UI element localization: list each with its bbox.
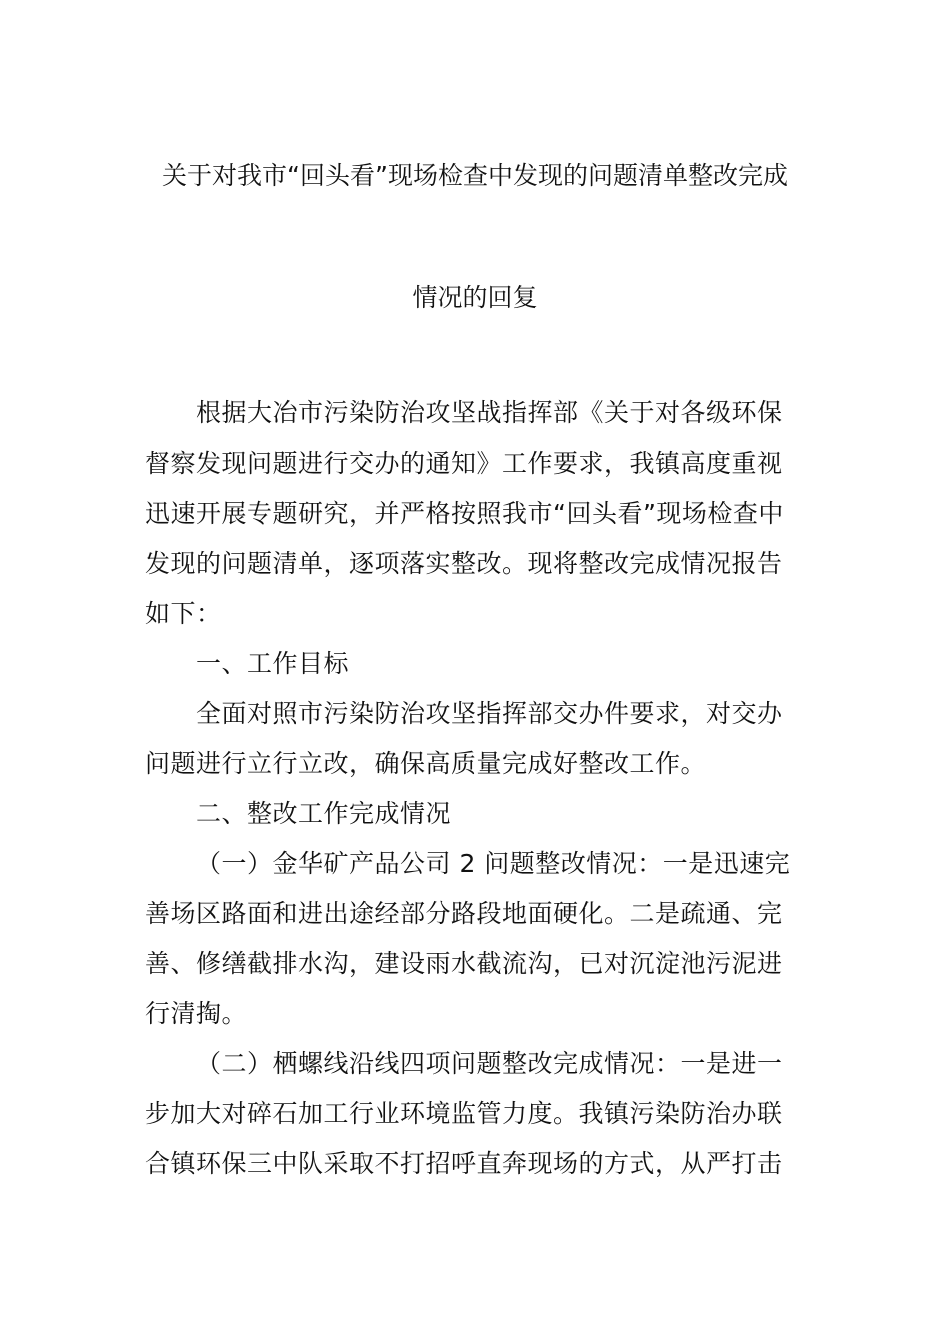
paragraph-line: 行清掏。 [145,999,248,1028]
paragraph-line: 问题进行立行立改，确保高质量完成好整改工作。 [145,749,707,778]
document-title-line-2: 情况的回复 [412,283,538,312]
section-heading: 二、整改工作完成情况 [196,799,452,828]
paragraph-line: 全面对照市污染防治攻坚指挥部交办件要求，对交办 [196,699,783,728]
paragraph-line: （二）栖螺线沿线四项问题整改完成情况：一是进一 [196,1049,783,1078]
paragraph-line: 根据大冶市污染防治攻坚战指挥部《关于对各级环保 [196,398,783,427]
section-heading: 一、工作目标 [196,649,350,678]
paragraph-line: 迅速开展专题研究，并严格按照我市“回头看”现场检查中 [145,499,784,528]
document-title-line-1: 关于对我市“回头看”现场检查中发现的问题清单整改完成 [162,161,788,190]
paragraph-line: 如下： [145,599,222,628]
paragraph-line: 督察发现问题进行交办的通知》工作要求，我镇高度重视 [145,449,783,478]
paragraph-line: 合镇环保三中队采取不打招呼直奔现场的方式，从严打击 [145,1149,783,1178]
paragraph-line: 发现的问题清单，逐项落实整改。现将整改完成情况报告 [145,549,783,578]
paragraph-line: 步加大对碎石加工行业环境监管力度。我镇污染防治办联 [145,1099,783,1128]
paragraph-line: 善场区路面和进出途经部分路段地面硬化。二是疏通、完 [145,899,783,928]
paragraph-line: 善、修缮截排水沟，建设雨水截流沟，已对沉淀池污泥进 [145,949,783,978]
paragraph-line: （一）金华矿产品公司 2 问题整改情况：一是迅速完 [196,849,791,878]
